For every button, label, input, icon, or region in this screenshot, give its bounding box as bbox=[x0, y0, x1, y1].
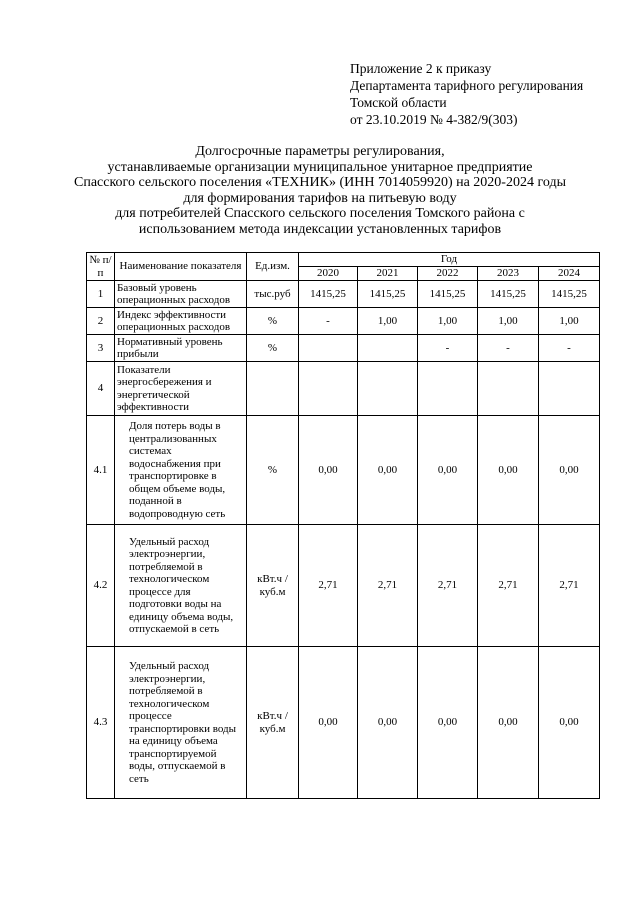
header-name: Наименование показателя bbox=[115, 253, 247, 281]
row-value: 0,00 bbox=[299, 647, 358, 799]
header-year: 2021 bbox=[358, 267, 418, 281]
title-line: устанавливаемые организации муниципальное унитарное предприятие bbox=[107, 159, 533, 175]
table-row bbox=[87, 647, 600, 799]
row-value bbox=[478, 362, 539, 416]
row-value: 0,00 bbox=[418, 647, 478, 799]
appendix-line: от 23.10.2019 № 4-382/9(303) bbox=[350, 112, 518, 127]
appendix-line: Томской области bbox=[350, 95, 447, 110]
row-value: 2,71 bbox=[418, 525, 478, 647]
row-num: 4.1 bbox=[87, 416, 115, 525]
row-value bbox=[358, 335, 418, 362]
table-row bbox=[87, 281, 600, 308]
row-unit bbox=[247, 362, 299, 416]
title-line: использованием метода индексации установленных тарифов bbox=[138, 221, 502, 237]
row-value: 2,71 bbox=[478, 525, 539, 647]
appendix-header bbox=[350, 60, 583, 128]
title-line: для формирования тарифов на питьевую воду bbox=[183, 190, 457, 206]
row-unit: % bbox=[247, 335, 299, 362]
row-unit: кВт.ч / куб.м bbox=[247, 525, 299, 647]
row-value: - bbox=[418, 335, 478, 362]
row-value: - bbox=[299, 308, 358, 335]
row-name: Удельный расход электроэнергии, потребляемой в технологическом процессе транспортировки воды на единицу объема транспортируемой воды, отпускаемой в сеть bbox=[115, 647, 247, 799]
row-value: - bbox=[539, 335, 600, 362]
table-row bbox=[87, 525, 600, 647]
row-value: 1,00 bbox=[358, 308, 418, 335]
row-num: 4.3 bbox=[87, 647, 115, 799]
header-year: 2022 bbox=[418, 267, 478, 281]
table-row bbox=[87, 308, 600, 335]
parameters-table bbox=[86, 252, 600, 799]
row-value bbox=[539, 362, 600, 416]
row-value bbox=[299, 335, 358, 362]
row-value: 2,71 bbox=[299, 525, 358, 647]
row-num: 4 bbox=[87, 362, 115, 416]
title-line: Долгосрочные параметры регулирования, bbox=[195, 144, 445, 159]
row-value: 1415,25 bbox=[478, 281, 539, 308]
document-title bbox=[40, 144, 600, 237]
row-value: 0,00 bbox=[539, 647, 600, 799]
row-name: Нормативный уровень прибыли bbox=[115, 335, 247, 362]
appendix-line: Приложение 2 к приказу bbox=[350, 61, 492, 76]
row-value: 0,00 bbox=[418, 416, 478, 525]
table-row bbox=[87, 335, 600, 362]
row-value: 0,00 bbox=[478, 647, 539, 799]
row-value: 1415,25 bbox=[418, 281, 478, 308]
row-value: 1,00 bbox=[418, 308, 478, 335]
row-value bbox=[299, 362, 358, 416]
row-value: 0,00 bbox=[358, 647, 418, 799]
header-year: 2024 bbox=[539, 267, 600, 281]
row-value: 2,71 bbox=[358, 525, 418, 647]
header-unit: Ед.изм. bbox=[247, 253, 299, 281]
row-unit: % bbox=[247, 416, 299, 525]
row-num: 2 bbox=[87, 308, 115, 335]
row-value bbox=[358, 362, 418, 416]
row-value: 1,00 bbox=[478, 308, 539, 335]
row-unit: кВт.ч / куб.м bbox=[247, 647, 299, 799]
row-value: 0,00 bbox=[358, 416, 418, 525]
row-value: - bbox=[478, 335, 539, 362]
row-name: Удельный расход электроэнергии, потребляемой в технологическом процессе для подготовки воды на единицу объема воды, отпускаемой в сеть bbox=[115, 525, 247, 647]
row-name: Доля потерь воды в централизованных системах водоснабжения при транспортировке в общем объеме воды, поданной в водопроводную сеть bbox=[115, 416, 247, 525]
header-num: № п/п bbox=[87, 253, 115, 281]
header-year: 2020 bbox=[299, 267, 358, 281]
table-row bbox=[87, 362, 600, 416]
row-unit: тыс.руб bbox=[247, 281, 299, 308]
row-value: 1415,25 bbox=[299, 281, 358, 308]
row-name: Индекс эффективности операционных расходов bbox=[115, 308, 247, 335]
row-value bbox=[418, 362, 478, 416]
row-value: 1415,25 bbox=[358, 281, 418, 308]
header-year: 2023 bbox=[478, 267, 539, 281]
row-name: Показатели энергосбережения и энергетической эффективности bbox=[115, 362, 247, 416]
row-value: 0,00 bbox=[299, 416, 358, 525]
row-value: 1415,25 bbox=[539, 281, 600, 308]
title-line: для потребителей Спасского сельского поселения Томского района с bbox=[115, 206, 525, 221]
row-name: Базовый уровень операционных расходов bbox=[115, 281, 247, 308]
row-value: 1,00 bbox=[539, 308, 600, 335]
row-value: 0,00 bbox=[478, 416, 539, 525]
title-line: Спасского сельского поселения «ТЕХНИК» (ИНН 7014059920) на 2020-2024 годы bbox=[73, 175, 566, 190]
row-num: 4.2 bbox=[87, 525, 115, 647]
row-value: 2,71 bbox=[539, 525, 600, 647]
row-num: 1 bbox=[87, 281, 115, 308]
header-year-group: Год bbox=[299, 253, 600, 267]
table-row bbox=[87, 416, 600, 525]
row-num: 3 bbox=[87, 335, 115, 362]
row-unit: % bbox=[247, 308, 299, 335]
row-value: 0,00 bbox=[539, 416, 600, 525]
appendix-line: Департамента тарифного регулирования bbox=[350, 78, 584, 93]
